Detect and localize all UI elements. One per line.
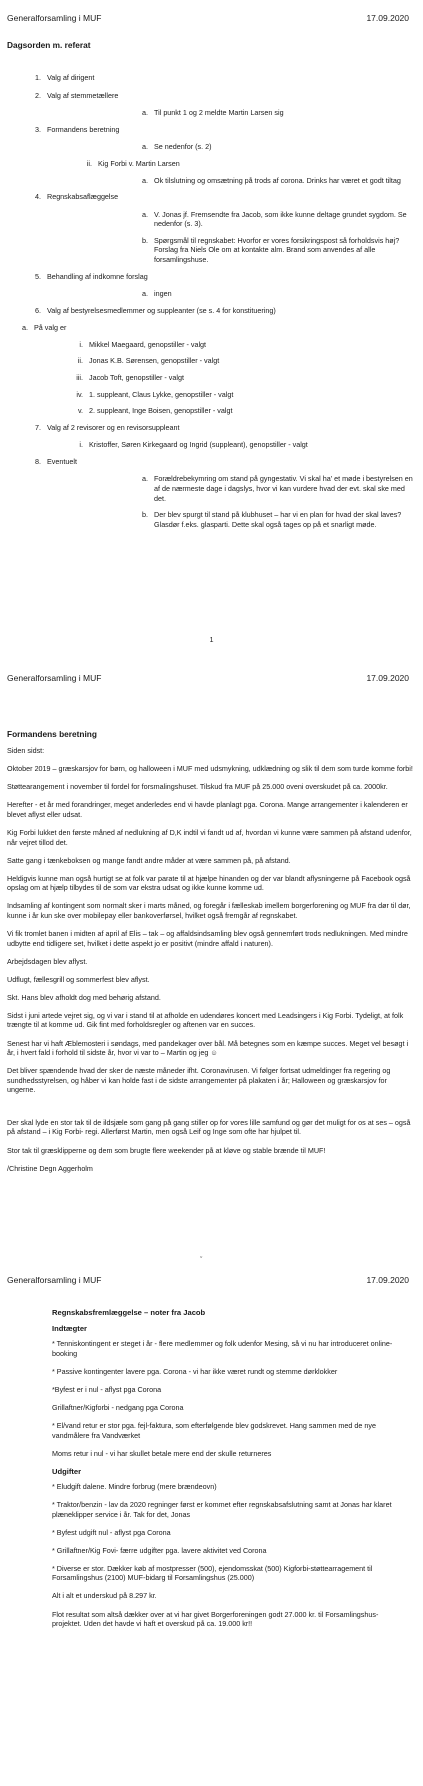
agenda-item	[7, 306, 413, 316]
agenda-subitem	[7, 108, 413, 118]
page-mark: ˇ	[200, 1257, 203, 1264]
agenda-subitem	[7, 474, 413, 503]
paragraph: Flot resultat som altså dækker over at vi har givet Borgerforeningen godt 27.000 kr. til Forsamlingshus-projektet. Uden det havde vi haft et overskud på ca. 19.000 kr!!	[52, 1609, 379, 1629]
item-number: 8.	[35, 456, 41, 466]
agenda-item	[7, 272, 413, 282]
paragraph: * El/vand retur er stor pga. fejl-faktura, som efterfølgende blev godskrevet. Hang sammen med de nye vandmålere fra Vandværket	[52, 1421, 376, 1440]
paragraph: Alt i alt et underskud på 8.297 kr.	[52, 1591, 157, 1601]
header-date: 17.09.2020	[366, 13, 409, 23]
paragraph	[7, 1103, 413, 1109]
item-text: Se nedenfor (s. 2)	[154, 142, 212, 152]
paragraph: * Diverse er stor. Dækker køb af mostpresser (500), ejendomsskat (500) Kigforbi-støttearragement til Forsamlingshus (2100) MUF-bidarg til Forsamlingshus (25.000)	[52, 1563, 373, 1583]
item-number: ii.	[77, 356, 83, 366]
agenda-subitem	[7, 289, 413, 299]
agenda-subitem	[7, 176, 413, 186]
item-number: 6.	[35, 305, 41, 315]
agenda-heading: Dagsorden m. referat	[7, 40, 91, 50]
item-number: 2.	[35, 90, 41, 100]
paragraph: Heldigvis kunne man også hurtigt se at folk var parate til at hjælpe hinanden og der var blandt aflysningerne på Facebook også opslag om at hjælp tilbydes til de som var ekstra udsat og ikke kunne komme ud.	[7, 873, 411, 893]
paragraph: * Grillaftner/Kig Fovi- færre udgifter pga. lavere aktivitet ved Corona	[52, 1545, 267, 1555]
paragraph: Kig Forbi lukket den første måned af nedlukning af D,K indtil vi fandt ud af, hvordan vi kunne være sammen på afstand udenfor, når vejret tillod det.	[7, 827, 412, 847]
paragraph: Stor tak til græsklipperne og dem som brugte flere weekender på at kløve og stable brænde til MUF!	[7, 1145, 326, 1155]
item-text: Valg af 2 revisorer og en revisorsuppleant	[47, 422, 180, 432]
agenda-item	[7, 125, 413, 135]
agenda-subitem	[7, 510, 413, 529]
item-text: Til punkt 1 og 2 meldte Martin Larsen sig	[154, 108, 284, 118]
item-number: 4.	[35, 192, 41, 202]
item-text: V. Jonas jf. Fremsendte fra Jacob, som ikke kunne deltage grundet sygdom. Se nedenfor (s. 3).	[154, 209, 407, 229]
page-2	[0, 660, 423, 1262]
item-text: Der blev spurgt til stand på klubhuset – har vi en plan for hvad der skal laves? Glasdør f.eks. glasparti. Dette skal også tages op på et snarligt møde.	[154, 510, 402, 529]
agenda-subitem	[7, 440, 413, 450]
item-number: a.	[142, 209, 148, 219]
accounts-heading: Regnskabsfremlæggelse – noter fra Jacob	[52, 1308, 206, 1317]
item-text: Mikkel Maegaard, genopstiller - valgt	[89, 339, 207, 349]
agenda-subitem	[7, 236, 413, 265]
item-number: a.	[142, 474, 148, 484]
item-text: Kristoffer, Søren Kirkegaard og Ingrid (suppleant), genopstiller - valgt	[89, 440, 308, 450]
page-number: 1	[209, 635, 214, 644]
paragraph: * Byfest udgift nul - aflyst pga Corona	[52, 1527, 171, 1537]
item-number: a.	[142, 175, 148, 185]
paragraph: /Christine Degn Aggerholm	[7, 1163, 93, 1173]
item-number: iii.	[76, 373, 83, 383]
paragraph: Moms retur i nul - vi har skullet betale mere end der skulle returneres	[52, 1448, 272, 1458]
paragraph: *Byfest er i nul - aflyst pga Corona	[52, 1384, 162, 1394]
item-number: 3.	[35, 124, 41, 134]
page-header	[7, 673, 409, 683]
agenda-item	[7, 192, 413, 202]
item-text: 1. suppleant, Claus Lykke, genopstiller - valgt	[89, 389, 234, 399]
item-text: Valg af stemmetællere	[47, 90, 119, 100]
page-2-content	[7, 729, 413, 1182]
item-number: iv.	[76, 389, 83, 399]
paragraph: Skt. Hans blev afholdt dog med behørig afstand.	[7, 992, 161, 1002]
item-text: Jonas K.B. Sørensen, genopstiller - valgt	[89, 356, 220, 366]
item-text: Valg af bestyrelsesmedlemmer og suppleanter (se s. 4 for konstituering)	[47, 305, 276, 315]
header-title: Generalforsamling i MUF	[7, 1275, 102, 1285]
item-text: Jacob Toft, genopstiller - valgt	[89, 373, 184, 383]
item-text: På valg er	[34, 323, 67, 333]
item-number: ii.	[86, 158, 92, 168]
agenda-item	[7, 73, 413, 83]
paragraph: * Tenniskontingent er steget i år - flere medlemmer og folk udenfor Mesing, så vi nu har introduceret online-booking	[52, 1339, 393, 1358]
item-text: Regnskabsaflæggelse	[47, 192, 119, 202]
item-text: Forældrebekymring om stand på gyngestativ. Vi skal ha' et møde i bestyrelsen en af de nærmeste dage i dagslys, hvor vi kan vurdere hvad der evt. skal ske med det.	[154, 474, 413, 503]
item-text: Valg af dirigent	[47, 73, 95, 83]
item-text: ingen	[154, 289, 172, 299]
paragraph: Vi fik tromlet banen i midten af april af Elis – tak – og affaldsindsamling blev også gennemført trods nedlukningen. Med mindre udbytte end tidligere set, hvilket i dette aspekt jo er positivt (mindre affald i naturen).	[7, 928, 408, 948]
agenda-item	[7, 423, 413, 433]
agenda-subitem	[7, 373, 413, 383]
paragraph: Satte gang i tænkeboksen og mange fandt andre måder at være sammen på, på afstand.	[7, 855, 291, 865]
agenda-subitem	[7, 406, 413, 416]
paragraph: Siden sidst:	[7, 746, 45, 756]
item-number: b.	[142, 510, 148, 520]
item-text: Ok tilslutning og omsætning på trods af corona. Drinks har været et godt tiltag	[154, 175, 401, 185]
header-date: 17.09.2020	[366, 673, 409, 683]
paragraph: Herefter - et år med forandringer, meget anderledes end vi havde planlagt pga. Corona. Mange arrangementer i kalenderen er blevet aflyst eller udsat.	[7, 800, 408, 819]
item-number: a.	[142, 289, 148, 299]
item-text: Behandling af indkomne forslag	[47, 271, 148, 281]
header-title: Generalforsamling i MUF	[7, 13, 102, 23]
paragraph: Støttearangement i november til fordel for forsmalingshuset. Tilskud fra MUF på 25.000 oveni overskudet på ca. 2000kr.	[7, 782, 388, 792]
item-number: 5.	[35, 271, 41, 281]
page-header	[7, 13, 409, 23]
header-date: 17.09.2020	[366, 1275, 409, 1285]
page-1-content	[7, 40, 413, 536]
paragraph: * Traktor/benzin - lav da 2020 regninger først er kommet efter regnskabsafslutning samt at Jonas har klaret plæneklipper service i år. Tak for det, Jonas	[52, 1499, 392, 1519]
page-1	[0, 0, 423, 660]
expense-list	[52, 1482, 405, 1629]
income-list	[52, 1339, 405, 1458]
report-body	[7, 746, 413, 1173]
page-3	[0, 1262, 423, 1786]
page-header	[7, 1275, 409, 1285]
expense-heading: Udgifter	[52, 1466, 82, 1476]
item-number: b.	[142, 235, 148, 245]
agenda-subitem	[7, 323, 413, 333]
item-number: 1.	[35, 73, 41, 83]
item-number: a.	[142, 142, 148, 152]
income-heading: Indtægter	[52, 1324, 88, 1334]
agenda-item	[7, 457, 413, 467]
agenda-subitem	[7, 210, 413, 229]
agenda-subitem	[7, 356, 413, 366]
paragraph: Arbejdsdagen blev aflyst.	[7, 956, 88, 966]
paragraph: Der skal lyde en stor tak til de ildsjæle som gang på gang stiller op for vores lille samfund og gør det muligt for os at ses – også på afstand – i Kig Forbi- regi. Allerførst Martin, men også Leif og Inge som ofte har hjulpet til.	[7, 1117, 411, 1137]
page-3-content	[52, 1308, 405, 1637]
item-text: Formandens beretning	[47, 124, 120, 134]
report-heading: Formandens beretning	[7, 729, 97, 739]
agenda-subitem	[7, 159, 413, 169]
paragraph: Udflugt, fællesgrill og sommerfest blev aflyst.	[7, 974, 150, 984]
paragraph: * Eludgift dalene. Mindre forbrug (mere brændeovn)	[52, 1481, 217, 1491]
paragraph: Sidst i juni artede vejret sig, og vi var i stand til at afholde en udendøres koncert med Leadsingers i Kig Forbi. Tydeligt, at folk trængte til at komme ud. Gik fint med forholdsregler og aftenen var en succes.	[7, 1010, 404, 1030]
item-text: Eventuelt	[47, 456, 77, 466]
item-text: 2. suppleant, Inge Boisen, genopstiller - valgt	[89, 406, 233, 416]
paragraph: Senest har vi haft Æblemosteri i søndags, med pandekager over bål. Må betegnes som en kæmpe succes. Meget vel besøgt i år, i hvert fald i forhold til sidste år, hvor vi var to – Martin og jeg ☺	[7, 1038, 409, 1058]
paragraph: Det bliver spændende hvad der sker de næste måneder ifht. Coronavirusen. Vi følger fortsat udmeldinger fra regering og sundhedsstyrelsen, og håber vi kan holde fast i de sidste arrangementer på plakaten i år; Halloween og græskarsjov for ungerne.	[7, 1066, 391, 1095]
paragraph: Indsamling af kontingent som normalt sker i marts måned, og foregår i fælleskab imellem borgerforening og MUF fra dør til dør, kunne i år kun ske over mobilepay eller bankoverførsel, hvilket også fremgår af regnskabet.	[7, 901, 411, 920]
item-number: a.	[142, 108, 148, 118]
item-number: v.	[77, 406, 83, 416]
header-title: Generalforsamling i MUF	[7, 673, 102, 683]
item-number: i.	[79, 339, 83, 349]
item-text: Kig Forbi v. Martin Larsen	[98, 158, 180, 168]
agenda-subitem	[7, 390, 413, 400]
agenda-item	[7, 91, 413, 101]
item-text: Spørgsmål til regnskabet: Hvorfor er vores forsikringspost så forholdsvis høj? Forslag fra Niels Ole om at kontakte alm. Brand som anvendes af alle forsamlingshuse.	[154, 235, 400, 264]
item-number: i.	[79, 440, 83, 450]
agenda-subitem	[7, 142, 413, 152]
paragraph: Oktober 2019 – græskarsjov for børn, og halloween i MUF med udsmykning, udklædning og slik til dem som turde komme forbi!	[7, 764, 413, 774]
paragraph: Grillaftner/Kigforbi - nedgang pga Corona	[52, 1403, 184, 1412]
item-number: 7.	[35, 422, 41, 432]
paragraph: * Passive kontingenter lavere pga. Corona - vi har ikke været rundt og stemme dørklokker	[52, 1366, 338, 1376]
agenda-list	[7, 73, 413, 529]
item-number: a.	[22, 323, 28, 333]
agenda-subitem	[7, 340, 413, 350]
